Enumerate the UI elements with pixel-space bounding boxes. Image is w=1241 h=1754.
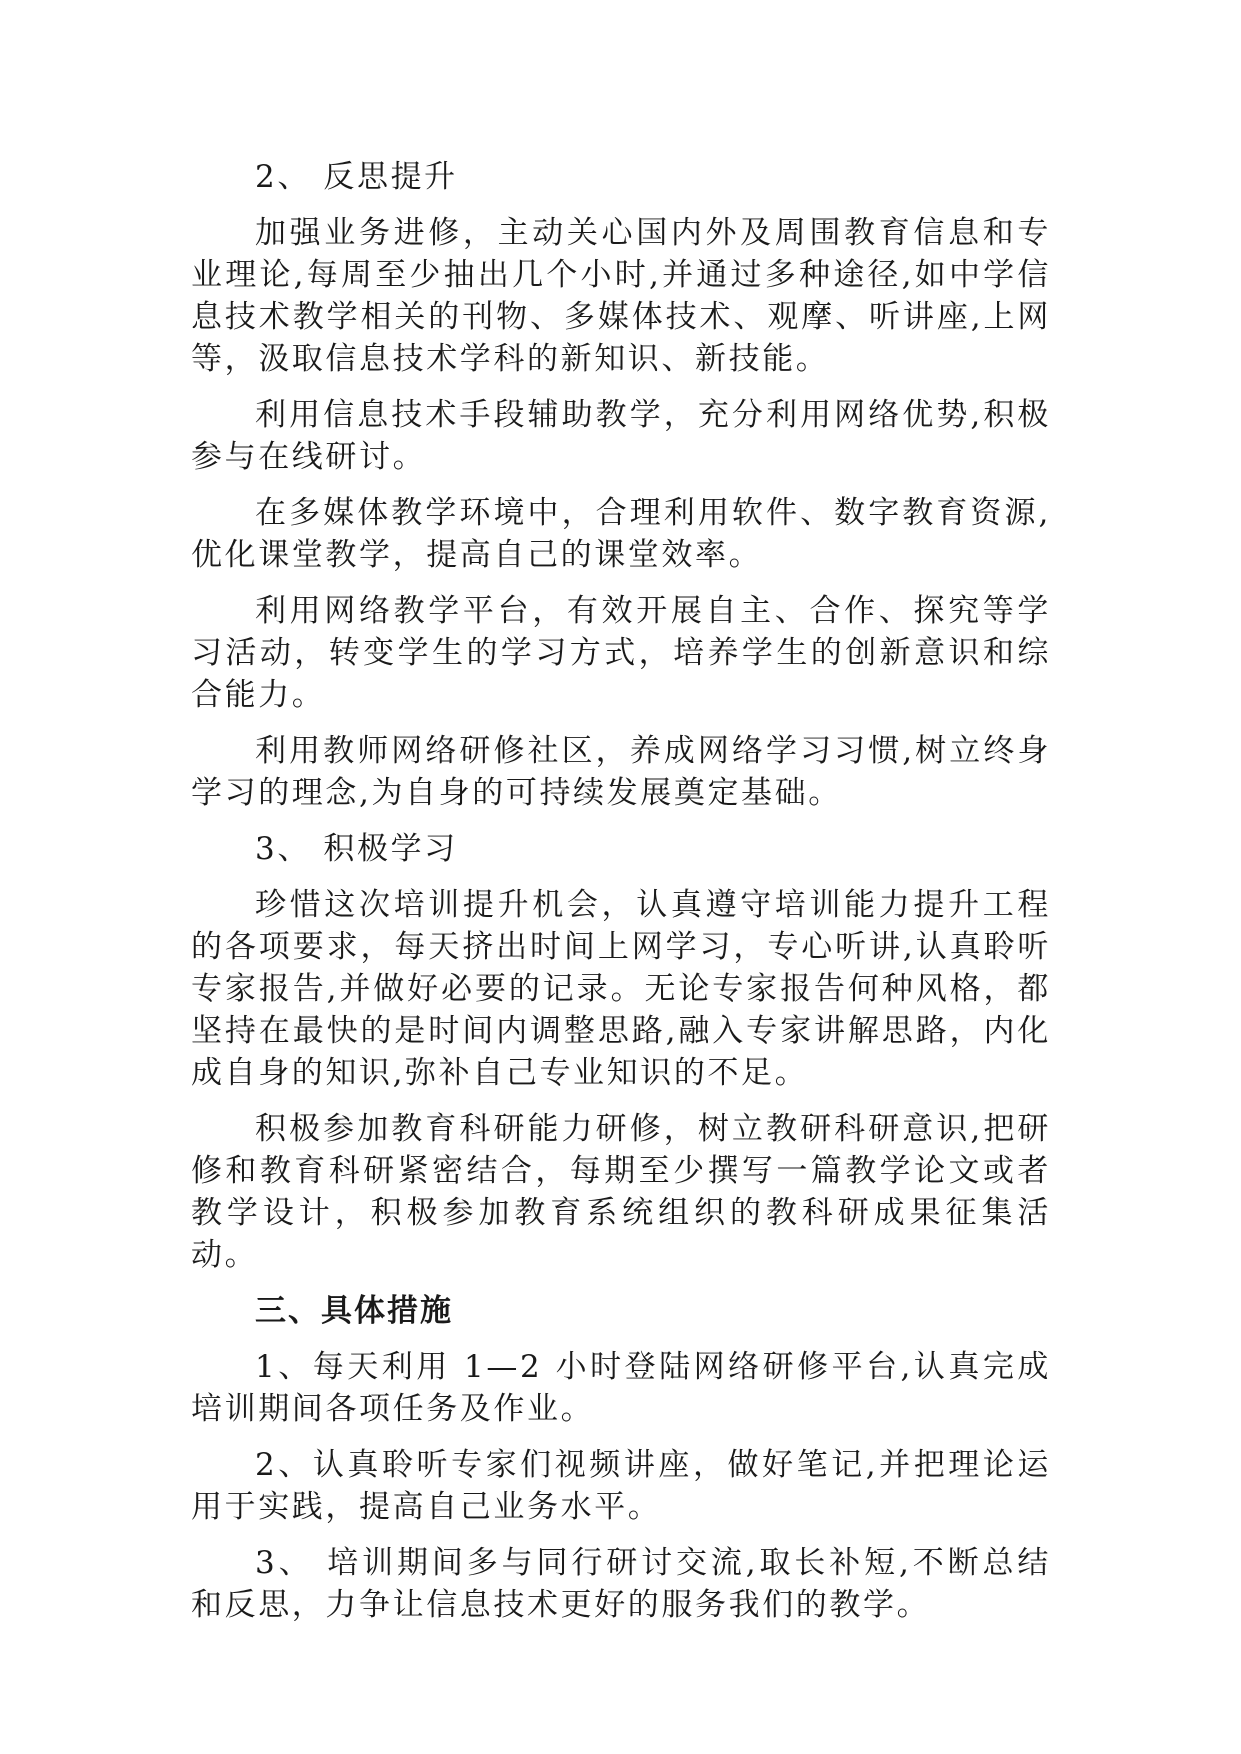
body-paragraph: 在多媒体教学环境中，合理利用软件、数字教育资源,优化课堂教学，提高自己的课堂效率。 xyxy=(191,495,1051,573)
section-heading: 三、具体措施 xyxy=(255,1293,453,1329)
list-item: 1、每天利用 1—2 小时登陆网络研修平台,认真完成培训期间各项任务及作业。 xyxy=(191,1349,1051,1427)
document-body xyxy=(191,156,1051,1640)
body-paragraph: 利用教师网络研修社区，养成网络学习习惯,树立终身学习的理念,为自身的可持续发展奠定基础。 xyxy=(191,733,1051,811)
body-paragraph: 加强业务进修，主动关心国内外及周围教育信息和专业理论,每周至少抽出几个小时,并通过多种途径,如中学信息技术教学相关的刊物、多媒体技术、观摩、听讲座,上网等，汲取信息技术学科的新知识、新技能。 xyxy=(191,215,1051,377)
section-subheading: 2、 反思提升 xyxy=(255,159,458,195)
body-paragraph: 利用信息技术手段辅助教学，充分利用网络优势,积极参与在线研讨。 xyxy=(191,397,1051,475)
list-item: 3、 培训期间多与同行研讨交流,取长补短,不断总结和反思，力争让信息技术更好的服务我们的教学。 xyxy=(191,1545,1051,1623)
body-paragraph: 珍惜这次培训提升机会，认真遵守培训能力提升工程的各项要求，每天挤出时间上网学习，专心听讲,认真聆听专家报告,并做好必要的记录。无论专家报告何种风格，都坚持在最快的是时间内调整思路,融入专家讲解思路，内化成自身的知识,弥补自己专业知识的不足。 xyxy=(191,887,1051,1091)
body-paragraph: 利用网络教学平台，有效开展自主、合作、探究等学习活动，转变学生的学习方式，培养学生的创新意识和综合能力。 xyxy=(191,593,1051,713)
section-subheading: 3、 积极学习 xyxy=(255,831,458,867)
list-item: 2、认真聆听专家们视频讲座，做好笔记,并把理论运用于实践，提高自己业务水平。 xyxy=(191,1447,1051,1525)
body-paragraph: 积极参加教育科研能力研修，树立教研科研意识,把研修和教育科研紧密结合，每期至少撰写一篇教学论文或者教学设计，积极参加教育系统组织的教科研成果征集活动。 xyxy=(191,1111,1051,1273)
